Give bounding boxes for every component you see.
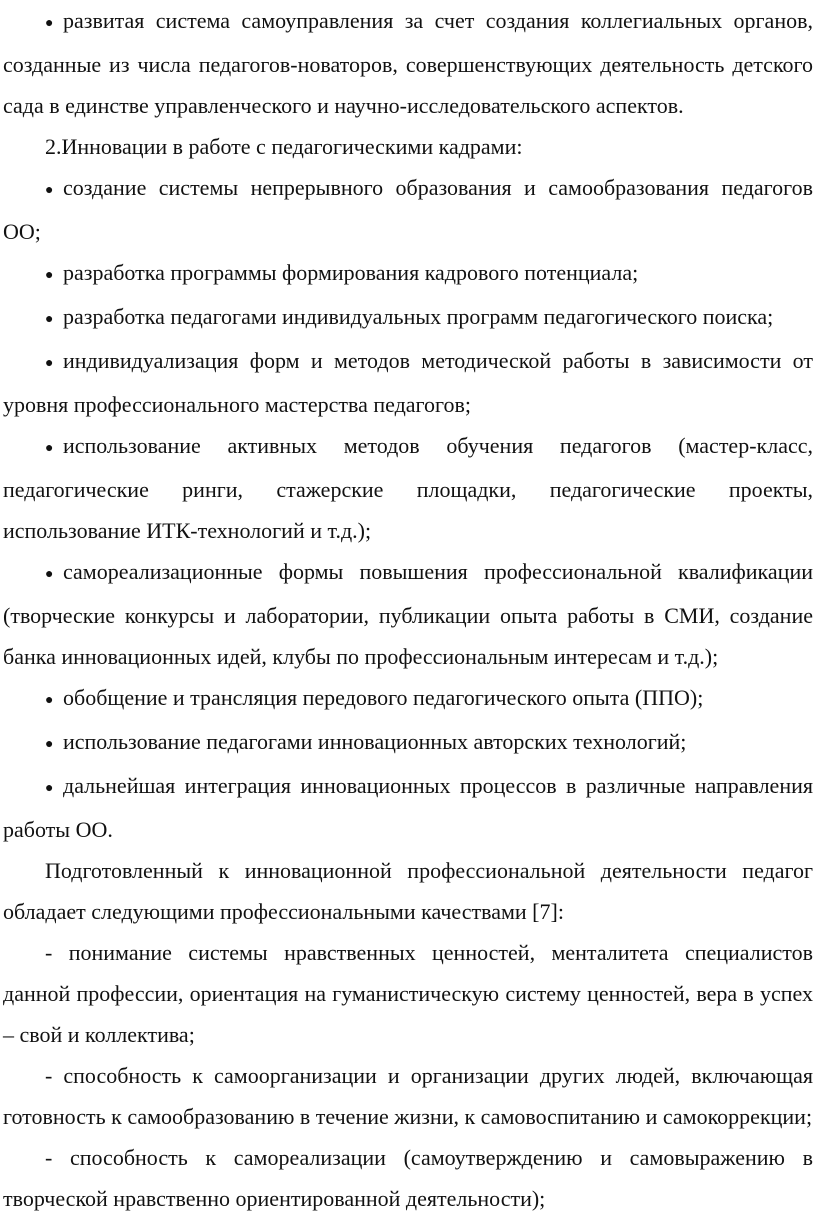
- paragraph-text: создание системы непрерывного образования и самообразования педагогов ОО;: [3, 175, 813, 244]
- bullet-icon: ●: [45, 356, 54, 371]
- paragraph-text: дальнейшая интеграция инновационных процессов в различные направления работы ОО.: [3, 773, 813, 842]
- bullet-icon: ●: [45, 441, 54, 456]
- bullet-paragraph: [3, 425, 813, 551]
- paragraph-text: обобщение и трансляция передового педагогического опыта (ППО);: [63, 685, 704, 710]
- bullet-paragraph: [3, 296, 813, 340]
- paragraph-text: индивидуализация форм и методов методической работы в зависимости от уровня профессионального мастерства педагогов;: [3, 348, 813, 417]
- bullet-icon: ●: [45, 693, 54, 708]
- paragraph-text: 2.Инновации в работе с педагогическими кадрами:: [45, 134, 523, 159]
- body-paragraph: [3, 850, 813, 932]
- bullet-icon: ●: [45, 567, 54, 582]
- paragraph-text: использование педагогами инновационных авторских технологий;: [63, 729, 687, 754]
- bullet-paragraph: [3, 721, 813, 765]
- bullet-paragraph: [3, 677, 813, 721]
- paragraph-text: - понимание системы нравственных ценностей, менталитета специалистов данной профессии, ориентация на гуманистическую систему ценностей, вера в успех – свой и коллектива;: [3, 940, 813, 1047]
- bullet-icon: ●: [45, 16, 54, 31]
- paragraph-text: разработка педагогами индивидуальных программ педагогического поиска;: [63, 304, 774, 329]
- paragraph-text: - способность к самореализации (самоутверждению и самовыражению в творческой нравственно ориентированной деятельности);: [3, 1145, 813, 1211]
- dash-paragraph: [3, 932, 813, 1055]
- bullet-icon: ●: [45, 312, 54, 327]
- dash-paragraph: [3, 1055, 813, 1137]
- paragraph-text: - способность к самоорганизации и организации других людей, включающая готовность к самообразованию в течение жизни, к самовоспитанию и самокоррекции;: [3, 1063, 813, 1129]
- bullet-icon: ●: [45, 268, 54, 283]
- dash-paragraph: [3, 1137, 813, 1219]
- bullet-paragraph: [3, 765, 813, 850]
- bullet-paragraph: [3, 0, 813, 126]
- bullet-paragraph: [3, 551, 813, 677]
- bullet-icon: ●: [45, 737, 54, 752]
- paragraph-text: Подготовленный к инновационной профессиональной деятельности педагог обладает следующими профессиональными качествами [7]:: [3, 858, 813, 924]
- bullet-icon: ●: [45, 781, 54, 796]
- bullet-paragraph: [3, 252, 813, 296]
- section-heading: [3, 126, 813, 167]
- bullet-paragraph: [3, 167, 813, 252]
- bullet-paragraph: [3, 340, 813, 425]
- paragraph-text: использование активных методов обучения педагогов (мастер-класс, педагогические ринги, стажерские площадки, педагогические проекты, использование ИТК-технологий и т.д.);: [3, 433, 813, 543]
- paragraph-text: развитая система самоуправления за счет создания коллегиальных органов, созданные из числа педагогов-новаторов, совершенствующих деятельность детского сада в единстве управленческого и научно-исследовательского аспектов.: [3, 8, 813, 118]
- paragraph-text: разработка программы формирования кадрового потенциала;: [63, 260, 639, 285]
- paragraph-text: самореализационные формы повышения профессиональной квалификации (творческие конкурсы и лаборатории, публикации опыта работы в СМИ, создание банка инновационных идей, клубы по профессиональным интересам и т.д.);: [3, 559, 813, 669]
- bullet-icon: ●: [45, 183, 54, 198]
